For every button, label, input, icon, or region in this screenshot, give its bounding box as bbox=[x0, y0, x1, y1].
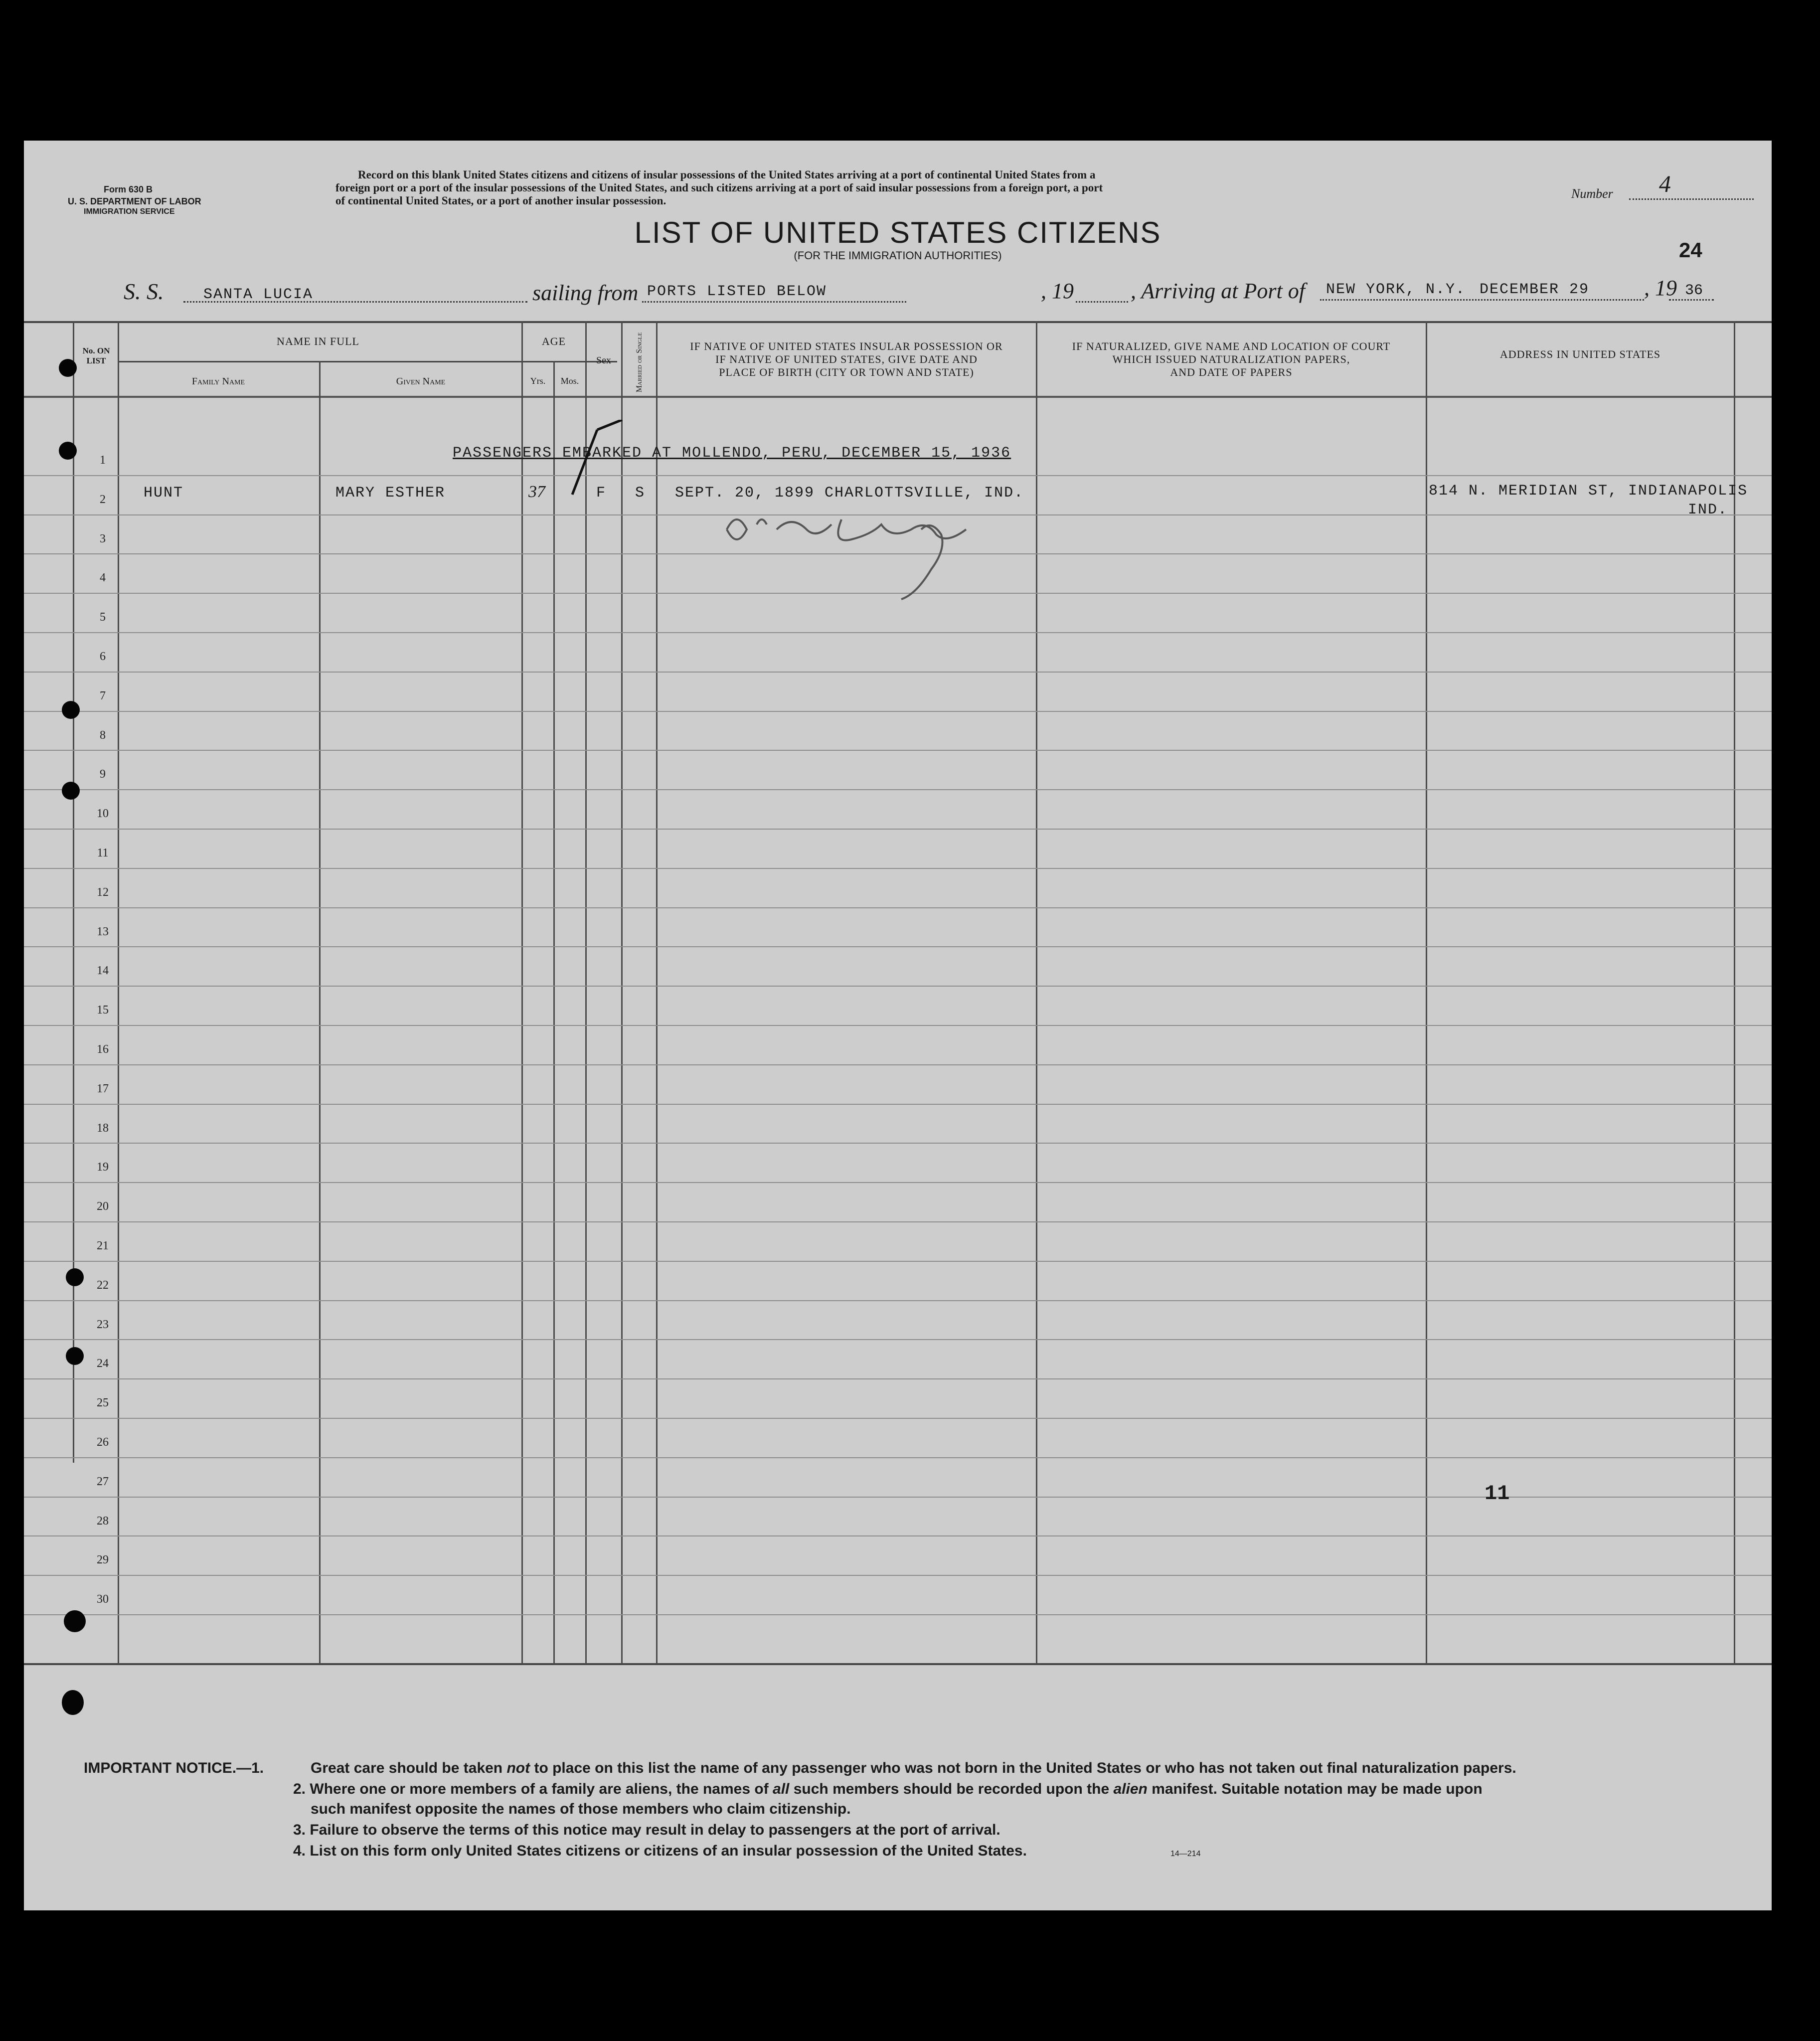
form-number: Form 630 B bbox=[104, 184, 153, 194]
header-birth-l1: IF NATIVE OF UNITED STATES INSULAR POSSESSION OR bbox=[690, 340, 1003, 352]
row-number: 11 bbox=[97, 847, 109, 859]
notice-item-3: 3. Failure to observe the terms of this notice may result in delay to passengers at the port of arrival. bbox=[293, 1822, 1000, 1838]
punch-hole-icon bbox=[59, 359, 77, 377]
col-line-mos bbox=[553, 361, 555, 1664]
year-line bbox=[1076, 301, 1128, 303]
header-nat-l3: AND DATE OF PAPERS bbox=[1170, 366, 1293, 378]
notice-item-2-em1: all bbox=[773, 1781, 790, 1797]
col-line-given bbox=[319, 361, 321, 1664]
row-number: 12 bbox=[97, 885, 109, 899]
sailing-from-label: sailing from bbox=[532, 281, 639, 305]
row-number: 3 bbox=[100, 532, 106, 545]
punch-hole-icon bbox=[62, 782, 80, 800]
ship-name-line bbox=[183, 301, 527, 303]
table-row bbox=[24, 672, 1772, 673]
arrival-date: DECEMBER 29 bbox=[1480, 281, 1590, 298]
notice-item-2-mid: such members should be recorded upon the bbox=[789, 1781, 1114, 1797]
page-title: LIST OF UNITED STATES CITIZENS bbox=[634, 216, 1161, 249]
notice-item-2-em2: alien bbox=[1113, 1781, 1148, 1797]
row-number: 20 bbox=[97, 1200, 109, 1213]
sailing-from: PORTS LISTED BELOW bbox=[647, 283, 827, 300]
table-row bbox=[24, 1378, 1772, 1379]
header-birth-l3: PLACE OF BIRTH (CITY OR TOWN AND STATE) bbox=[719, 366, 974, 378]
table-row bbox=[24, 1300, 1772, 1301]
col-line-rowno-left bbox=[73, 321, 74, 1463]
row-number: 18 bbox=[97, 1121, 109, 1135]
table-row bbox=[24, 1261, 1772, 1262]
notice-item-2-post: manifest. Suitable notation may be made upon bbox=[1147, 1781, 1483, 1797]
row-number: 23 bbox=[97, 1318, 109, 1331]
col-line-sex bbox=[585, 321, 587, 1664]
row-number: 19 bbox=[97, 1161, 109, 1174]
row-number: 8 bbox=[100, 728, 106, 742]
arrival-port: NEW YORK, N.Y. bbox=[1326, 281, 1466, 298]
instruction-line-2: foreign port or a port of the insular possessions of the United States, and such citizens arriving at a port of said insular possessions from a foreign port, a port bbox=[335, 181, 1103, 194]
notice-item-1-pre: Great care should be taken bbox=[311, 1760, 507, 1776]
table-row bbox=[24, 1575, 1772, 1576]
row2-given-name: MARY ESTHER bbox=[335, 485, 446, 502]
row-number: 15 bbox=[97, 1004, 109, 1017]
page-subtitle: (FOR THE IMMIGRATION AUTHORITIES) bbox=[794, 249, 1002, 262]
row-number: 26 bbox=[97, 1436, 109, 1449]
notice-item-2-num: 2. bbox=[293, 1781, 306, 1797]
header-address: ADDRESS IN UNITED STATES bbox=[1499, 348, 1661, 360]
year-prefix: , 19 bbox=[1041, 279, 1074, 303]
row2-family-name: HUNT bbox=[144, 485, 184, 502]
number-value: 4 bbox=[1659, 171, 1671, 197]
row2-address-line1: 814 N. MERIDIAN ST, INDIANAPOLIS bbox=[1429, 483, 1748, 500]
row-number: 14 bbox=[97, 964, 109, 978]
row2-marital: S bbox=[635, 485, 646, 502]
row-number: 10 bbox=[97, 807, 109, 821]
number-label: Number bbox=[1571, 186, 1613, 201]
notice-item-1-post: to place on this list the name of any passenger who was not born in the United States or who has not taken out final naturalization papers. bbox=[530, 1760, 1516, 1776]
arrival-line bbox=[1320, 299, 1644, 301]
row-number: 25 bbox=[97, 1396, 109, 1410]
row2-age-years: 37 bbox=[528, 483, 545, 501]
header-birth-l2: IF NATIVE OF UNITED STATES, GIVE DATE AND bbox=[715, 353, 978, 365]
print-code: 14—214 bbox=[1170, 1850, 1201, 1858]
row1-embarkation-note: PASSENGERS EMBARKED AT MOLLENDO, PERU, DECEMBER 15, 1936 bbox=[453, 445, 1011, 462]
ss-label: S. S. bbox=[124, 279, 164, 304]
instruction-line-3: of continental United States, or a port of another insular possession. bbox=[335, 194, 666, 207]
table-row bbox=[24, 946, 1772, 947]
header-name-in-full: NAME IN FULL bbox=[277, 335, 359, 347]
header-bottom-line bbox=[24, 396, 1772, 398]
header-nat-l1: IF NATURALIZED, GIVE NAME AND LOCATION OF COURT bbox=[1072, 340, 1391, 352]
margin-mark: 11 bbox=[1485, 1482, 1510, 1506]
row-number: 22 bbox=[97, 1278, 109, 1292]
table-row bbox=[24, 907, 1772, 908]
handwritten-annotation-icon bbox=[717, 500, 1096, 619]
table-row bbox=[24, 1614, 1772, 1615]
notice-item-4: 4. List on this form only United States citizens or citizens of an insular possession of the United States. bbox=[293, 1843, 1027, 1859]
row-number: 6 bbox=[100, 650, 106, 663]
service: IMMIGRATION SERVICE bbox=[84, 207, 175, 216]
notice-item-2-pre: Where one or more members of a family are aliens, the names of bbox=[310, 1781, 773, 1797]
ship-name: SANTA LUCIA bbox=[203, 286, 314, 303]
table-row bbox=[24, 475, 1772, 476]
arrival-year-line bbox=[1669, 299, 1714, 301]
table-row bbox=[24, 1182, 1772, 1183]
row-number: 5 bbox=[100, 611, 106, 624]
header-mos: Mos. bbox=[560, 376, 579, 386]
row-number: 29 bbox=[97, 1553, 109, 1567]
notice-item-2-continued: such manifest opposite the names of those members who claim citizenship. bbox=[311, 1801, 851, 1817]
table-bottom-line bbox=[24, 1663, 1772, 1665]
header-family-name: Family Name bbox=[191, 376, 245, 387]
row-number: 9 bbox=[100, 768, 106, 781]
row-number: 30 bbox=[97, 1593, 109, 1606]
table-row bbox=[24, 1418, 1772, 1419]
header-married-or-single: Married or Single bbox=[635, 332, 644, 393]
col-line-family bbox=[118, 321, 119, 1664]
table-row bbox=[24, 1457, 1772, 1458]
row-number: 24 bbox=[97, 1357, 109, 1370]
header-no-on-list: No. ON LIST bbox=[82, 346, 110, 365]
row2-birth: SEPT. 20, 1899 CHARLOTTSVILLE, IND. bbox=[675, 485, 1024, 502]
table-top-line bbox=[24, 321, 1772, 323]
punch-hole-icon bbox=[62, 1690, 84, 1715]
row-number: 1 bbox=[100, 454, 106, 467]
row-number: 16 bbox=[97, 1043, 109, 1056]
row2-sex: F bbox=[596, 485, 607, 502]
header-given-name: Given Name bbox=[396, 376, 446, 387]
table-row bbox=[24, 829, 1772, 830]
arrival-year-prefix: , 19 bbox=[1644, 276, 1677, 300]
punch-hole-icon bbox=[64, 1610, 86, 1632]
table-row bbox=[24, 1143, 1772, 1144]
row-number: 7 bbox=[100, 689, 106, 702]
row-number: 13 bbox=[97, 925, 109, 938]
table-row bbox=[24, 711, 1772, 712]
notice-item-1 bbox=[311, 1760, 1516, 1777]
number-underline bbox=[1629, 198, 1754, 200]
header-nat-l2: WHICH ISSUED NATURALIZATION PAPERS, bbox=[1112, 353, 1350, 365]
col-line-age bbox=[521, 321, 523, 1664]
header-age: AGE bbox=[541, 335, 566, 347]
check-mark-icon bbox=[567, 420, 627, 500]
col-line-marital bbox=[621, 321, 623, 1664]
department: U. S. DEPARTMENT OF LABOR bbox=[68, 196, 201, 206]
row-number: 27 bbox=[97, 1475, 109, 1488]
notice-item-2 bbox=[293, 1781, 1483, 1798]
col-line-right bbox=[1734, 321, 1735, 1664]
header-yrs: Yrs. bbox=[530, 376, 546, 386]
punch-hole-icon bbox=[66, 1268, 84, 1286]
row2-address-line2: IND. bbox=[1688, 502, 1728, 518]
header-sex: Sex bbox=[596, 355, 611, 366]
row-number: 4 bbox=[100, 571, 106, 585]
col-line-birth bbox=[656, 321, 658, 1664]
sailing-from-line bbox=[642, 301, 906, 303]
page-number: 24 bbox=[1679, 238, 1702, 262]
name-split-line bbox=[119, 361, 617, 362]
table-row bbox=[24, 632, 1772, 633]
notice-heading: IMPORTANT NOTICE.—1. bbox=[84, 1760, 264, 1776]
arrival-year-suffix: 36 bbox=[1685, 282, 1703, 299]
punch-hole-icon bbox=[66, 1347, 84, 1365]
table-row bbox=[24, 789, 1772, 790]
table-row bbox=[24, 986, 1772, 987]
table-row bbox=[24, 1025, 1772, 1026]
document-sheet bbox=[24, 141, 1772, 1910]
arriving-label: , Arriving at Port of bbox=[1131, 279, 1305, 303]
table-row bbox=[24, 868, 1772, 869]
punch-hole-icon bbox=[59, 442, 77, 460]
col-line-address bbox=[1426, 321, 1427, 1664]
table-row bbox=[24, 1064, 1772, 1065]
notice-item-1-em: not bbox=[506, 1760, 530, 1776]
row-number: 21 bbox=[97, 1239, 109, 1252]
table-row bbox=[24, 1221, 1772, 1222]
row-number: 2 bbox=[100, 493, 106, 506]
instruction-line-1: Record on this blank United States citizens and citizens of insular possessions of the United States arriving at a port of continental United States from a bbox=[358, 169, 1096, 181]
row-number: 17 bbox=[97, 1082, 109, 1095]
table-row bbox=[24, 1535, 1772, 1536]
row-number: 28 bbox=[97, 1514, 109, 1528]
punch-hole-icon bbox=[62, 701, 80, 719]
table-row bbox=[24, 1339, 1772, 1340]
table-row bbox=[24, 1104, 1772, 1105]
table-row bbox=[24, 750, 1772, 751]
